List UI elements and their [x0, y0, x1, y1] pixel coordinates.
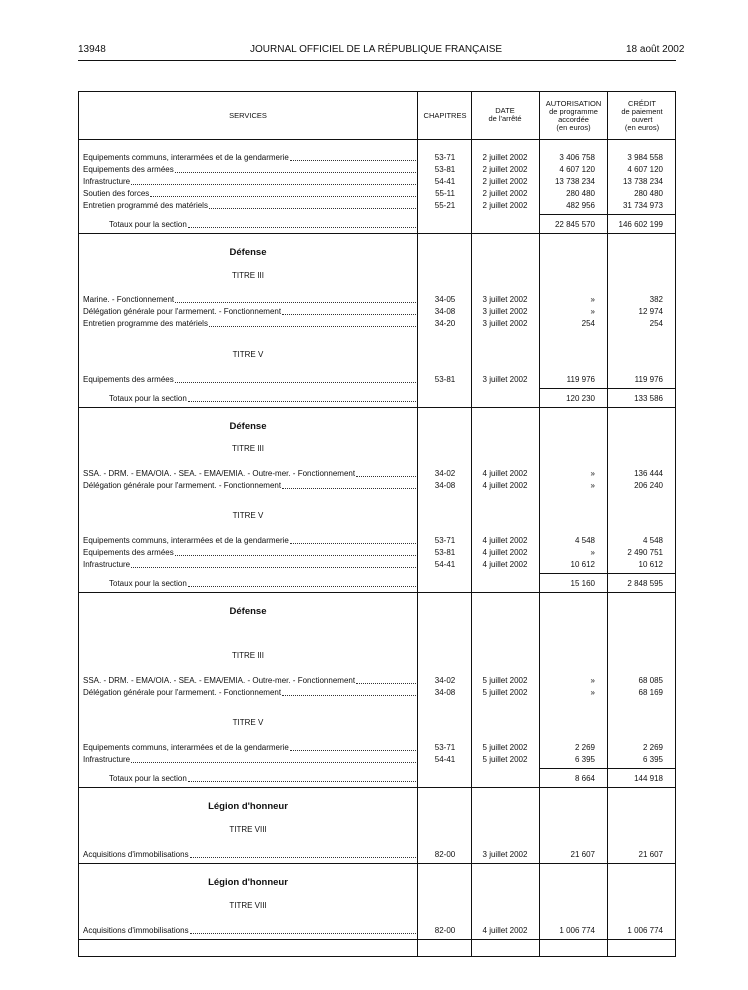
- row-date: 2 juillet 2002: [482, 165, 528, 174]
- section-total-autorisation: 15 160: [570, 579, 595, 588]
- row-date: 4 juillet 2002: [482, 469, 528, 478]
- row-label: Entretien programmé des matériels: [83, 201, 417, 211]
- row-chapitre: 53-71: [434, 153, 456, 162]
- section-heading: Légion d'honneur: [208, 877, 288, 888]
- row-date: 2 juillet 2002: [482, 189, 528, 198]
- row-label: Equipements des armées: [83, 375, 417, 385]
- row-credit: 6 395: [642, 755, 663, 764]
- section-separator: [79, 407, 675, 408]
- total-rule: [540, 573, 607, 574]
- titre-label: TITRE III: [232, 444, 264, 453]
- col-divider-services: [417, 92, 418, 956]
- section-heading: Légion d'honneur: [208, 801, 288, 812]
- row-autorisation: »: [590, 469, 595, 478]
- row-chapitre: 54-41: [434, 177, 456, 186]
- row-label: Infrastructure: [83, 755, 417, 765]
- row-autorisation: 21 607: [570, 850, 595, 859]
- row-chapitre: 34-08: [434, 688, 456, 697]
- row-autorisation: »: [590, 307, 595, 316]
- row-credit: 2 269: [642, 743, 663, 752]
- row-label: SSA. - DRM. - EMA/OIA. - SEA. - EMA/EMIA. - Outre-mer. - Fonctionnement: [83, 469, 417, 479]
- row-credit: 206 240: [634, 481, 663, 490]
- total-rule: [608, 768, 676, 769]
- titre-label: TITRE VIII: [229, 825, 267, 834]
- section-total-label: Totaux pour la section: [109, 394, 417, 404]
- row-autorisation: 1 006 774: [559, 926, 595, 935]
- section-total-credit: 2 848 595: [627, 579, 663, 588]
- row-date: 3 juillet 2002: [482, 295, 528, 304]
- row-label: Equipements des armées: [83, 165, 417, 175]
- row-credit: 10 612: [638, 560, 663, 569]
- row-date: 4 juillet 2002: [482, 548, 528, 557]
- col-header-autorisation-l2: de programme: [549, 107, 598, 116]
- row-date: 4 juillet 2002: [482, 560, 528, 569]
- col-header-credit-l2: de paiement: [621, 107, 663, 116]
- row-label: Délégation générale pour l'armement. - Fonctionnement: [83, 688, 417, 698]
- section-separator: [79, 592, 675, 593]
- section-heading: Défense: [229, 606, 267, 617]
- section-total-label: Totaux pour la section: [109, 579, 417, 589]
- row-label: Acquisitions d'immobilisations: [83, 850, 417, 860]
- titre-label: TITRE V: [232, 718, 264, 727]
- row-chapitre: 53-71: [434, 743, 456, 752]
- row-chapitre: 55-21: [434, 201, 456, 210]
- row-chapitre: 34-20: [434, 319, 456, 328]
- section-heading: Défense: [229, 421, 267, 432]
- row-credit: 21 607: [638, 850, 663, 859]
- table-bottom-rule: [79, 939, 675, 940]
- row-credit: 13 738 234: [622, 177, 663, 186]
- row-autorisation: 482 956: [566, 201, 595, 210]
- row-label: Soutien des forces: [83, 189, 417, 199]
- row-date: 3 juillet 2002: [482, 850, 528, 859]
- row-credit: 254: [649, 319, 663, 328]
- row-autorisation: 4 548: [574, 536, 595, 545]
- total-rule: [540, 388, 607, 389]
- row-label: Délégation générale pour l'armement. - Fonctionnement: [83, 307, 417, 317]
- row-autorisation: »: [590, 481, 595, 490]
- row-autorisation: 10 612: [570, 560, 595, 569]
- row-autorisation: »: [590, 688, 595, 697]
- section-total-label: Totaux pour la section: [109, 774, 417, 784]
- row-chapitre: 34-02: [434, 676, 456, 685]
- row-label: Acquisitions d'immobilisations: [83, 926, 417, 936]
- row-label: Infrastructure: [83, 177, 417, 187]
- total-rule: [540, 768, 607, 769]
- row-autorisation: »: [590, 676, 595, 685]
- row-autorisation: 280 480: [566, 189, 595, 198]
- row-chapitre: 54-41: [434, 560, 456, 569]
- row-autorisation: 4 607 120: [559, 165, 595, 174]
- header-separator: [79, 139, 675, 140]
- row-autorisation: 119 976: [566, 375, 595, 384]
- section-separator: [79, 233, 675, 234]
- issue-date: 18 août 2002: [626, 44, 685, 55]
- row-credit: 12 974: [638, 307, 663, 316]
- appropriations-table: [78, 91, 676, 957]
- col-header-autorisation-l4: (en euros): [556, 123, 591, 132]
- row-chapitre: 34-02: [434, 469, 456, 478]
- section-total-autorisation: 22 845 570: [554, 220, 595, 229]
- titre-label: TITRE VIII: [229, 901, 267, 910]
- row-chapitre: 53-81: [434, 548, 456, 557]
- total-rule: [608, 214, 676, 215]
- col-header-autorisation-l3: accordée: [558, 115, 589, 124]
- titre-label: TITRE V: [232, 350, 264, 359]
- journal-title: JOURNAL OFFICIEL DE LA RÉPUBLIQUE FRANÇAISE: [250, 44, 503, 55]
- row-date: 5 juillet 2002: [482, 676, 528, 685]
- row-credit: 31 734 973: [622, 201, 663, 210]
- row-date: 3 juillet 2002: [482, 319, 528, 328]
- row-date: 5 juillet 2002: [482, 755, 528, 764]
- row-credit: 1 006 774: [627, 926, 663, 935]
- row-autorisation: 6 395: [574, 755, 595, 764]
- col-header-date-l1: DATE: [495, 106, 515, 115]
- section-separator: [79, 787, 675, 788]
- section-separator: [79, 863, 675, 864]
- row-autorisation: »: [590, 295, 595, 304]
- section-heading: Défense: [229, 247, 267, 258]
- row-chapitre: 53-81: [434, 375, 456, 384]
- section-total-credit: 133 586: [634, 394, 663, 403]
- col-header-autorisation: [540, 100, 607, 132]
- row-date: 5 juillet 2002: [482, 743, 528, 752]
- col-header-credit-l3: ouvert: [631, 115, 653, 124]
- row-label: Equipements des armées: [83, 548, 417, 558]
- row-credit: 119 976: [634, 375, 663, 384]
- section-total-autorisation: 8 664: [574, 774, 595, 783]
- row-label: Entretien programme des matériels: [83, 319, 417, 329]
- row-autorisation: 3 406 758: [559, 153, 595, 162]
- col-header-services: SERVICES: [229, 111, 267, 120]
- row-date: 2 juillet 2002: [482, 201, 528, 210]
- row-credit: 136 444: [634, 469, 663, 478]
- row-credit: 382: [649, 295, 663, 304]
- col-divider-chapitres: [471, 92, 472, 956]
- total-rule: [608, 388, 676, 389]
- row-date: 4 juillet 2002: [482, 536, 528, 545]
- row-date: 5 juillet 2002: [482, 688, 528, 697]
- titre-label: TITRE III: [232, 651, 264, 660]
- total-rule: [540, 214, 607, 215]
- row-date: 3 juillet 2002: [482, 307, 528, 316]
- row-autorisation: 254: [581, 319, 595, 328]
- row-chapitre: 53-71: [434, 536, 456, 545]
- row-credit: 280 480: [634, 189, 663, 198]
- row-autorisation: 13 738 234: [554, 177, 595, 186]
- row-chapitre: 82-00: [434, 850, 456, 859]
- col-header-date: [473, 107, 537, 123]
- page-number: 13948: [78, 44, 106, 55]
- col-header-date-l2: de l'arrêté: [488, 114, 522, 123]
- row-chapitre: 82-00: [434, 926, 456, 935]
- col-header-chapitres: CHAPITRES: [423, 111, 467, 120]
- row-label: Equipements communs, interarmées et de la gendarmerie: [83, 153, 417, 163]
- col-header-credit-l1: CRÉDIT: [628, 99, 656, 108]
- row-credit: 68 169: [638, 688, 663, 697]
- total-rule: [608, 573, 676, 574]
- row-date: 2 juillet 2002: [482, 153, 528, 162]
- row-label: Equipements communs, interarmées et de la gendarmerie: [83, 743, 417, 753]
- row-date: 3 juillet 2002: [482, 375, 528, 384]
- row-chapitre: 34-05: [434, 295, 456, 304]
- row-autorisation: 2 269: [574, 743, 595, 752]
- titre-label: TITRE III: [232, 271, 264, 280]
- row-credit: 3 984 558: [627, 153, 663, 162]
- section-total-credit: 144 918: [634, 774, 663, 783]
- row-label: Infrastructure: [83, 560, 417, 570]
- row-credit: 68 085: [638, 676, 663, 685]
- col-header-autorisation-l1: AUTORISATION: [545, 99, 602, 108]
- col-header-credit-l4: (en euros): [624, 123, 660, 132]
- row-credit: 2 490 751: [627, 548, 663, 557]
- row-label: SSA. - DRM. - EMA/OIA. - SEA. - EMA/EMIA. - Outre-mer. - Fonctionnement: [83, 676, 417, 686]
- row-chapitre: 53-81: [434, 165, 456, 174]
- section-total-credit: 146 602 199: [618, 220, 663, 229]
- row-chapitre: 55-11: [435, 189, 455, 198]
- row-credit: 4 548: [642, 536, 663, 545]
- row-label: Marine. - Fonctionnement: [83, 295, 417, 305]
- section-total-autorisation: 120 230: [566, 394, 595, 403]
- titre-label: TITRE V: [232, 511, 264, 520]
- row-credit: 4 607 120: [627, 165, 663, 174]
- section-total-label: Totaux pour la section: [109, 220, 417, 230]
- col-header-credit: [608, 100, 676, 132]
- row-chapitre: 34-08: [434, 307, 456, 316]
- row-chapitre: 54-41: [434, 755, 456, 764]
- row-autorisation: »: [590, 548, 595, 557]
- row-date: 4 juillet 2002: [482, 926, 528, 935]
- row-date: 4 juillet 2002: [482, 481, 528, 490]
- row-label: Equipements communs, interarmées et de la gendarmerie: [83, 536, 417, 546]
- row-label: Délégation générale pour l'armement. - Fonctionnement: [83, 481, 417, 491]
- header-rule: [78, 60, 676, 61]
- row-date: 2 juillet 2002: [482, 177, 528, 186]
- row-chapitre: 34-08: [434, 481, 456, 490]
